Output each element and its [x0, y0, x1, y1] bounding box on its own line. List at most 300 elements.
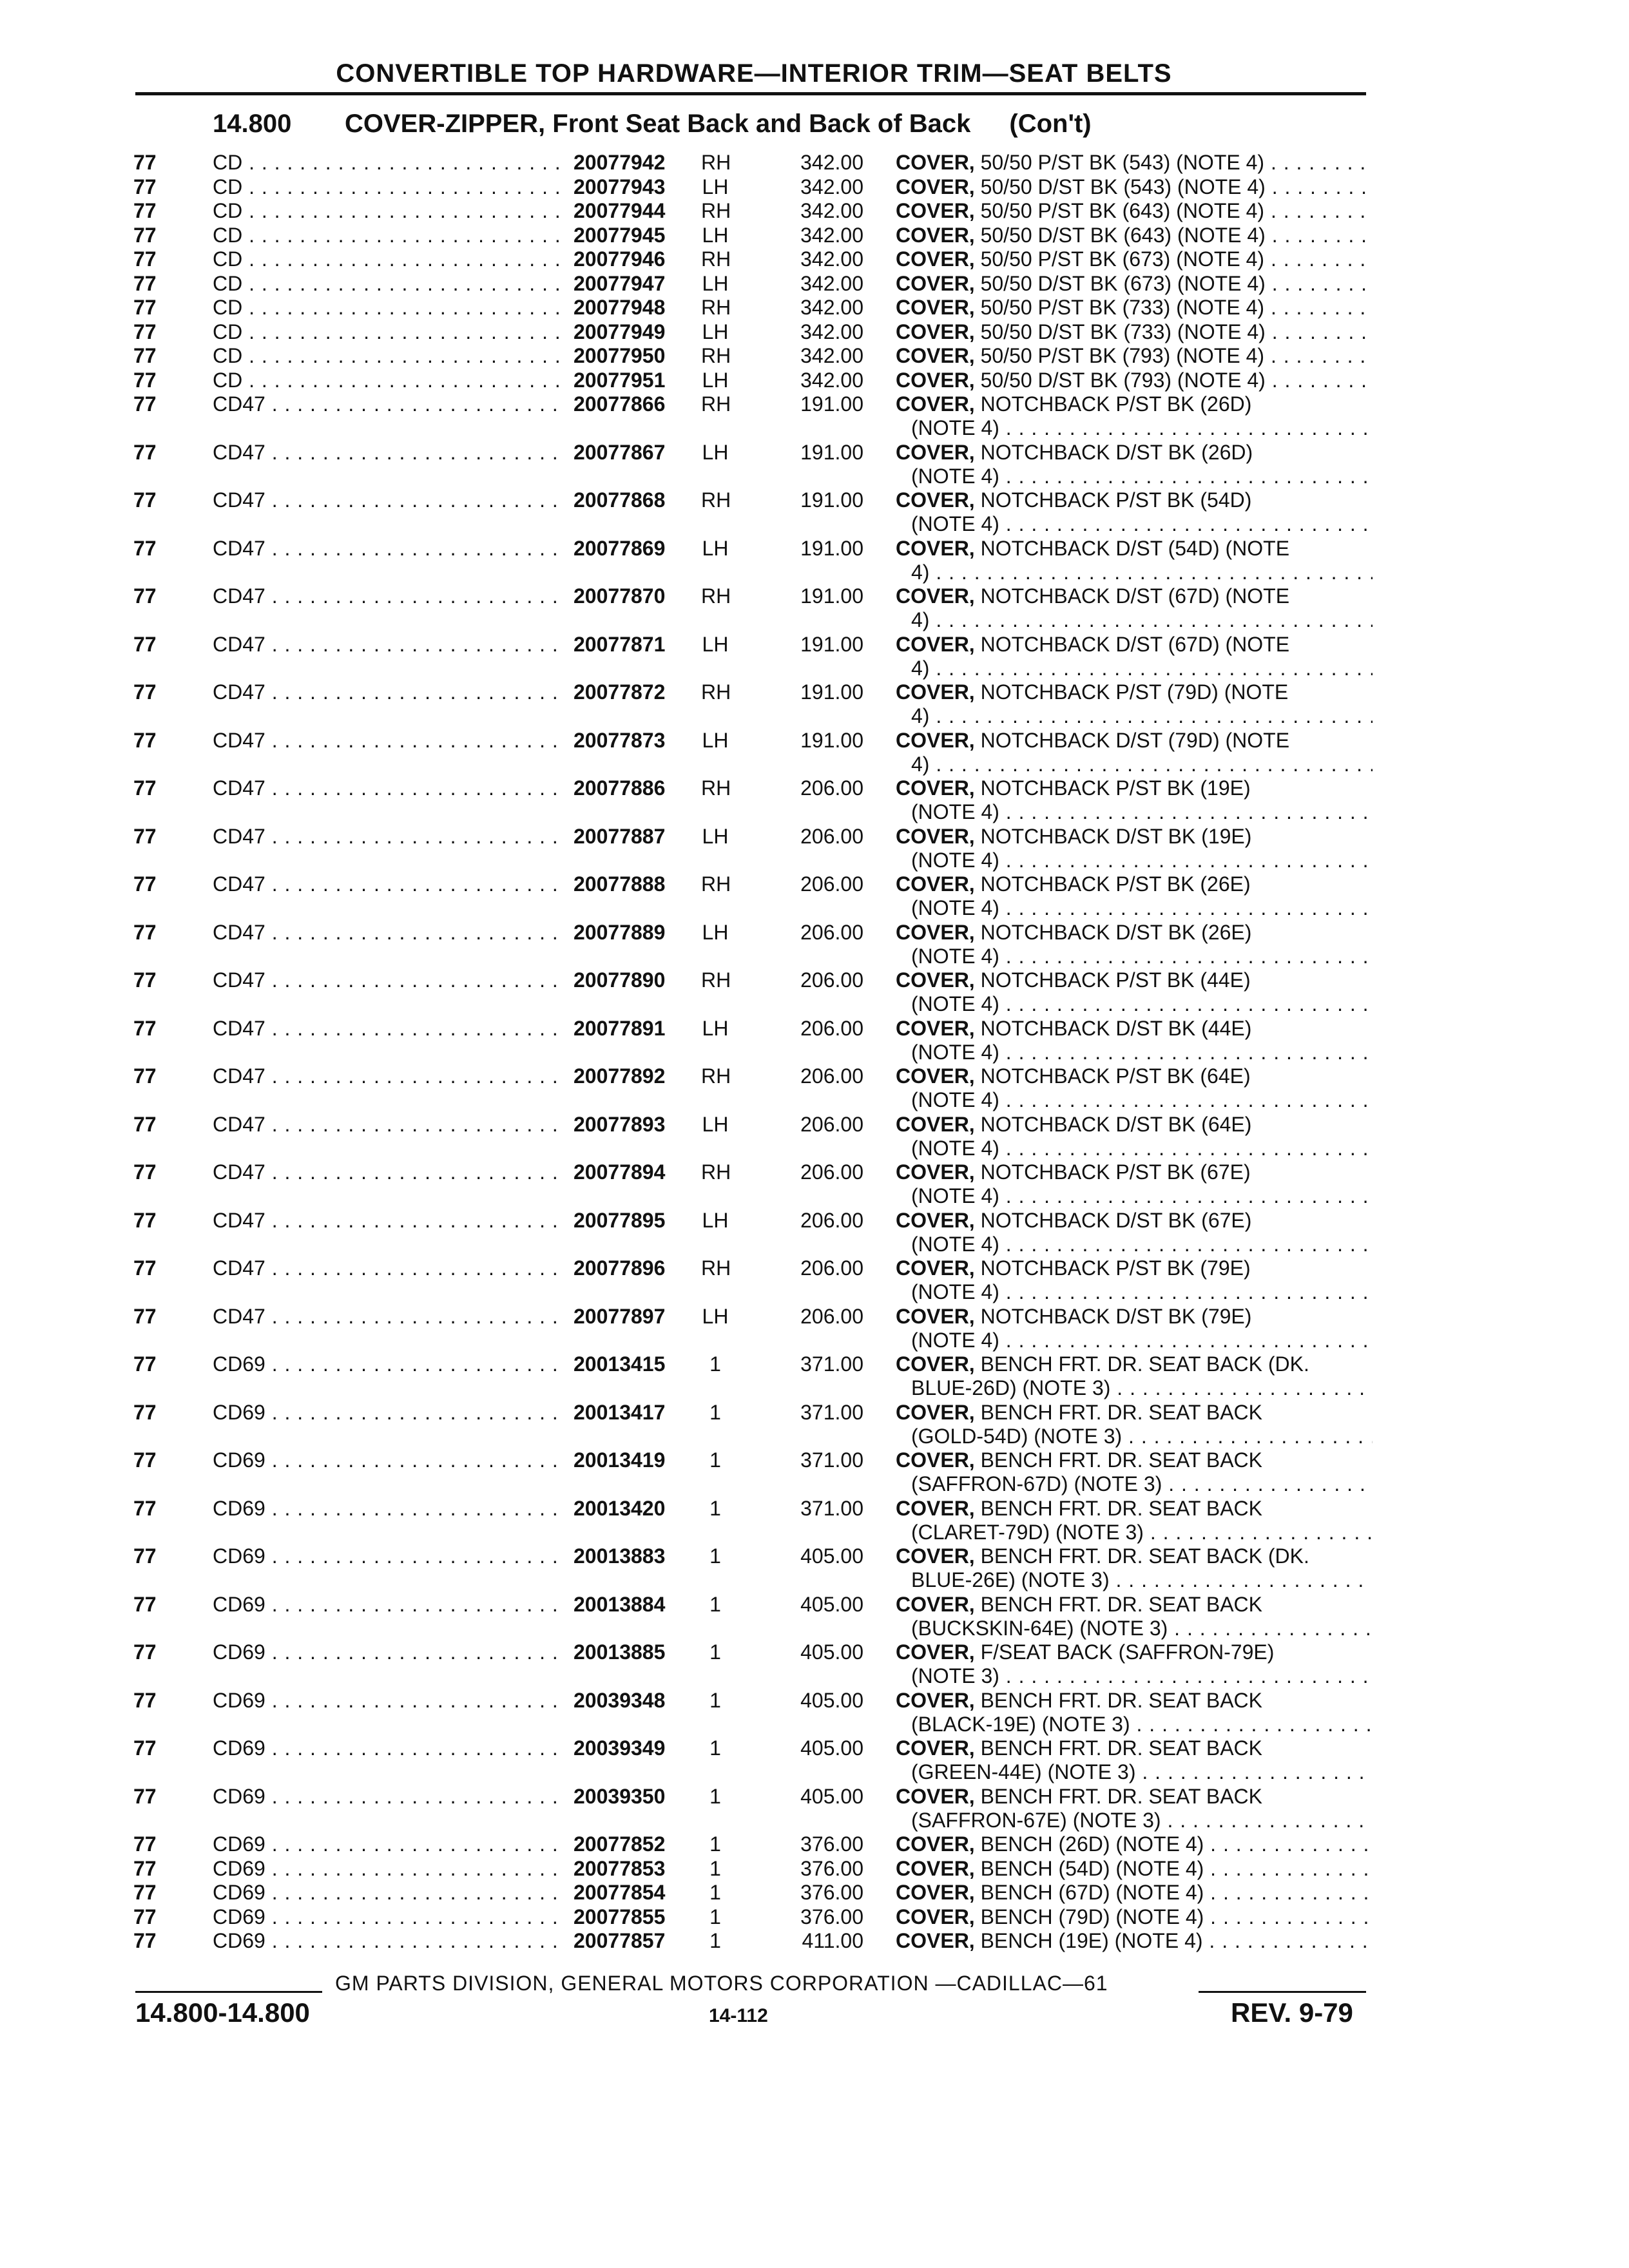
table-row: [0, 1497, 1629, 1545]
description-line: [896, 968, 1373, 992]
footer-rule-left: [135, 1991, 322, 1993]
quantity-cell: RH: [701, 151, 731, 174]
quantity-cell: LH: [702, 728, 729, 752]
description-keyword: COVER,: [896, 392, 975, 416]
footer-section-range: 14.800-14.800: [135, 1997, 310, 2028]
part-number-cell: 20077949: [574, 320, 666, 343]
description-text: BENCH FRT. DR. SEAT BACK: [980, 1448, 1262, 1472]
price-cell: 376.00: [800, 1832, 863, 1856]
part-number-cell: 20077867: [574, 440, 666, 464]
description-text: 50/50 D/ST BK (543) (NOTE 4): [980, 175, 1266, 198]
table-row: [0, 776, 1629, 825]
description-line: [896, 1017, 1373, 1041]
description-line: [896, 1497, 1373, 1521]
part-number-cell: 20077950: [574, 344, 666, 367]
description-continuation-text: (SAFFRON-67E) (NOTE 3): [911, 1808, 1161, 1832]
quantity-cell: RH: [701, 344, 731, 367]
description-keyword: COVER,: [896, 151, 975, 174]
description-line: [896, 224, 1373, 247]
quantity-cell: 1: [709, 1881, 721, 1904]
price-cell: 342.00: [800, 247, 863, 271]
part-number-cell: 20077947: [574, 271, 666, 295]
model-cell: CD47 . . .: [213, 729, 561, 753]
description-cell: [896, 776, 1373, 824]
description-line: [896, 1832, 1373, 1856]
price-cell: 206.00: [800, 1304, 863, 1328]
model-cell: CD69 . . .: [213, 1448, 561, 1472]
description-line: [896, 1857, 1373, 1881]
description-keyword: COVER,: [896, 271, 975, 295]
year-cell: 77: [133, 536, 157, 560]
part-number-cell: 20039350: [574, 1784, 666, 1808]
description-text: 50/50 P/ST BK (543) (NOTE 4): [980, 151, 1265, 174]
year-cell: 77: [133, 1905, 157, 1928]
part-number-cell: 20077852: [574, 1832, 666, 1856]
table-row: [0, 1017, 1629, 1065]
quantity-cell: 1: [709, 1905, 721, 1928]
part-number-cell: 20077866: [574, 392, 666, 416]
description-continuation-text: (NOTE 4): [911, 992, 999, 1015]
description-continuation: [896, 1568, 1373, 1592]
description-continuation-text: 4): [911, 752, 930, 776]
model-cell: CD47 . . .: [213, 441, 561, 465]
description-cell: [896, 1305, 1373, 1352]
table-row: [0, 1544, 1629, 1593]
quantity-cell: LH: [702, 1304, 729, 1328]
description-text: NOTCHBACK D/ST BK (19E): [980, 824, 1252, 848]
description-keyword: COVER,: [896, 296, 975, 319]
part-number-cell: 20039348: [574, 1688, 666, 1712]
description-text: NOTCHBACK D/ST (54D) (NOTE: [980, 536, 1290, 560]
year-cell: 77: [133, 1929, 157, 1952]
description-keyword: COVER,: [896, 1592, 975, 1616]
description-continuation: [896, 608, 1373, 632]
description-cell: [896, 1352, 1373, 1400]
description-text: 50/50 D/ST BK (793) (NOTE 4): [980, 368, 1266, 392]
year-cell: 77: [133, 776, 157, 800]
year-cell: 77: [133, 1160, 157, 1184]
year-cell: 77: [133, 271, 157, 295]
part-number-cell: 20077896: [574, 1256, 666, 1280]
description-cell: [896, 320, 1373, 344]
description-continuation: [896, 704, 1373, 728]
description-cell: [896, 272, 1373, 296]
quantity-cell: 1: [709, 1832, 721, 1856]
quantity-cell: RH: [701, 392, 731, 416]
description-text: BENCH (54D) (NOTE 4): [980, 1856, 1204, 1880]
year-cell: 77: [133, 392, 157, 416]
table-row: [0, 199, 1629, 224]
description-keyword: COVER,: [896, 175, 975, 198]
description-keyword: COVER,: [896, 1881, 975, 1904]
year-cell: 77: [133, 320, 157, 343]
year-cell: 77: [133, 1640, 157, 1664]
description-text: NOTCHBACK P/ST (79D) (NOTE: [980, 680, 1289, 704]
description-cell: [896, 296, 1373, 320]
part-number-cell: 20077945: [574, 223, 666, 247]
description-text: F/SEAT BACK (SAFFRON-79E): [980, 1640, 1275, 1664]
description-line: [896, 872, 1373, 896]
part-number-cell: 20013884: [574, 1592, 666, 1616]
year-cell: 77: [133, 632, 157, 656]
description-line: [896, 441, 1373, 465]
price-cell: 206.00: [800, 1160, 863, 1184]
table-row: [0, 344, 1629, 369]
description-keyword: COVER,: [896, 199, 975, 222]
part-number-cell: 20077943: [574, 175, 666, 198]
description-continuation-text: (GREEN-44E) (NOTE 3): [911, 1760, 1136, 1783]
year-cell: 77: [133, 175, 157, 198]
year-cell: 77: [133, 824, 157, 848]
description-line: [896, 1881, 1373, 1905]
description-line: [896, 344, 1373, 368]
description-line: [896, 1305, 1373, 1329]
description-continuation-text: (NOTE 4): [911, 1088, 999, 1111]
year-cell: 77: [133, 1736, 157, 1760]
model-cell: CD47 . . .: [213, 1209, 561, 1233]
description-keyword: COVER,: [896, 872, 975, 896]
quantity-cell: 1: [709, 1400, 721, 1424]
part-number-cell: 20077892: [574, 1064, 666, 1088]
table-row: [0, 224, 1629, 248]
price-cell: 371.00: [800, 1400, 863, 1424]
quantity-cell: RH: [701, 1064, 731, 1088]
table-row: [0, 441, 1629, 489]
part-number-cell: 20077855: [574, 1905, 666, 1928]
description-cell: [896, 1064, 1373, 1112]
description-line: [896, 1160, 1373, 1184]
description-text: NOTCHBACK P/ST BK (44E): [980, 968, 1251, 992]
description-line: [896, 1689, 1373, 1713]
description-text: NOTCHBACK P/ST BK (19E): [980, 776, 1251, 800]
model-cell: CD69 . . .: [213, 1736, 561, 1760]
description-text: NOTCHBACK D/ST BK (26D): [980, 440, 1253, 464]
description-continuation: [896, 1809, 1373, 1832]
description-cell: [896, 825, 1373, 872]
description-cell: [896, 1905, 1373, 1929]
description-text: BENCH FRT. DR. SEAT BACK: [980, 1592, 1262, 1616]
description-keyword: COVER,: [896, 968, 975, 992]
model-cell: CD47 . . .: [213, 392, 561, 416]
model-cell: CD47 . . .: [213, 633, 561, 657]
quantity-cell: 1: [709, 1929, 721, 1952]
description-cell: [896, 1689, 1373, 1736]
quantity-cell: LH: [702, 920, 729, 944]
year-cell: 77: [133, 296, 157, 319]
description-cell: [896, 392, 1373, 440]
description-cell: [896, 1640, 1373, 1688]
year-cell: 77: [133, 1352, 157, 1376]
table-row: [0, 1857, 1629, 1881]
description-cell: [896, 921, 1373, 968]
quantity-cell: LH: [702, 368, 729, 392]
description-keyword: COVER,: [896, 1160, 975, 1184]
description-text: NOTCHBACK D/ST BK (67E): [980, 1208, 1252, 1232]
description-cell: [896, 537, 1373, 584]
description-text: BENCH FRT. DR. SEAT BACK (DK.: [980, 1352, 1309, 1376]
description-keyword: COVER,: [896, 1496, 975, 1520]
price-cell: 191.00: [800, 584, 863, 608]
part-number-cell: 20077888: [574, 872, 666, 896]
description-continuation: [896, 1088, 1373, 1112]
description-text: BENCH FRT. DR. SEAT BACK: [980, 1688, 1262, 1712]
header-rule: [135, 92, 1366, 95]
description-cell: [896, 1113, 1373, 1160]
model-cell: CD47 . . .: [213, 1256, 561, 1280]
description-continuation-text: 4): [911, 608, 930, 631]
price-cell: 206.00: [800, 920, 863, 944]
year-cell: 77: [133, 488, 157, 512]
description-continuation: [896, 992, 1373, 1016]
description-continuation: [896, 1137, 1373, 1160]
description-text: BENCH FRT. DR. SEAT BACK (DK.: [980, 1544, 1309, 1568]
description-keyword: COVER,: [896, 1256, 975, 1280]
description-cell: [896, 247, 1373, 271]
part-number-cell: 20013883: [574, 1544, 666, 1568]
part-number-cell: 20077897: [574, 1304, 666, 1328]
price-cell: 342.00: [800, 271, 863, 295]
quantity-cell: RH: [701, 247, 731, 271]
table-row: [0, 1689, 1629, 1737]
price-cell: 405.00: [800, 1784, 863, 1808]
table-row: [0, 1160, 1629, 1209]
price-cell: 191.00: [800, 728, 863, 752]
description-continuation-text: (NOTE 4): [911, 1136, 999, 1160]
year-cell: 77: [133, 680, 157, 704]
description-cell: [896, 369, 1373, 392]
year-cell: 77: [133, 368, 157, 392]
description-continuation: [896, 561, 1373, 584]
price-cell: 191.00: [800, 680, 863, 704]
year-cell: 77: [133, 151, 157, 174]
description-keyword: COVER,: [896, 1856, 975, 1880]
description-line: [896, 199, 1373, 223]
table-row: [0, 1113, 1629, 1161]
description-keyword: COVER,: [896, 488, 975, 512]
part-number-cell: 20013419: [574, 1448, 666, 1472]
description-text: BENCH (19E) (NOTE 4): [980, 1929, 1203, 1952]
description-continuation: [896, 945, 1373, 968]
description-keyword: COVER,: [896, 776, 975, 800]
description-cell: [896, 729, 1373, 776]
table-row: [0, 1881, 1629, 1905]
description-line: [896, 1352, 1373, 1376]
table-row: [0, 729, 1629, 777]
quantity-cell: RH: [701, 199, 731, 222]
description-text: NOTCHBACK D/ST (67D) (NOTE: [980, 584, 1290, 608]
table-row: [0, 392, 1629, 441]
section-title: [213, 110, 1092, 139]
quantity-cell: LH: [702, 440, 729, 464]
description-continuation-text: (NOTE 4): [911, 1040, 999, 1064]
description-cell: [896, 584, 1373, 632]
model-cell: CD . . .: [213, 344, 561, 368]
description-keyword: COVER,: [896, 344, 975, 367]
price-cell: 206.00: [800, 824, 863, 848]
description-text: NOTCHBACK D/ST BK (26E): [980, 920, 1252, 944]
price-cell: 376.00: [800, 1905, 863, 1928]
price-cell: 371.00: [800, 1352, 863, 1376]
year-cell: 77: [133, 1400, 157, 1424]
description-line: [896, 1593, 1373, 1617]
part-number-cell: 20077887: [574, 824, 666, 848]
part-number-cell: 20077893: [574, 1112, 666, 1136]
description-cell: [896, 1448, 1373, 1496]
description-continuation-text: (BLACK-19E) (NOTE 3): [911, 1712, 1130, 1736]
table-row: [0, 680, 1629, 729]
part-number-cell: 20013417: [574, 1400, 666, 1424]
description-keyword: COVER,: [896, 1688, 975, 1712]
year-cell: 77: [133, 1881, 157, 1904]
description-keyword: COVER,: [896, 247, 975, 271]
year-cell: 77: [133, 1832, 157, 1856]
description-continuation-text: BLUE-26D) (NOTE 3): [911, 1376, 1111, 1399]
description-line: [896, 1929, 1373, 1953]
year-cell: 77: [133, 872, 157, 896]
model-cell: CD47 . . .: [213, 872, 561, 896]
description-text: NOTCHBACK D/ST BK (44E): [980, 1016, 1252, 1040]
model-cell: CD . . .: [213, 199, 561, 223]
description-cell: [896, 1929, 1373, 1953]
description-keyword: COVER,: [896, 368, 975, 392]
year-cell: 77: [133, 1592, 157, 1616]
part-number-cell: 20077854: [574, 1881, 666, 1904]
description-keyword: COVER,: [896, 680, 975, 704]
price-cell: 342.00: [800, 344, 863, 367]
description-cell: [896, 441, 1373, 488]
table-row: [0, 825, 1629, 873]
section-name: COVER-ZIPPER,: [345, 110, 546, 138]
quantity-cell: 1: [709, 1736, 721, 1760]
description-keyword: COVER,: [896, 1208, 975, 1232]
part-number-cell: 20077944: [574, 199, 666, 222]
model-cell: CD47 . . .: [213, 825, 561, 849]
description-cell: [896, 1593, 1373, 1640]
description-continuation-text: 4): [911, 560, 930, 584]
description-cell: [896, 968, 1373, 1016]
table-row: [0, 175, 1629, 200]
price-cell: 342.00: [800, 223, 863, 247]
description-cell: [896, 1497, 1373, 1544]
description-text: NOTCHBACK P/ST BK (64E): [980, 1064, 1251, 1088]
part-number-cell: 20077870: [574, 584, 666, 608]
year-cell: 77: [133, 1064, 157, 1088]
description-keyword: COVER,: [896, 1400, 975, 1424]
description-line: [896, 320, 1373, 344]
table-row: [0, 1256, 1629, 1305]
description-cell: [896, 1017, 1373, 1064]
quantity-cell: LH: [702, 1016, 729, 1040]
year-cell: 77: [133, 1112, 157, 1136]
description-line: [896, 729, 1373, 753]
price-cell: 376.00: [800, 1856, 863, 1880]
part-number-cell: 20077889: [574, 920, 666, 944]
description-text: BENCH FRT. DR. SEAT BACK: [980, 1400, 1262, 1424]
part-number-cell: 20077871: [574, 632, 666, 656]
description-cell: [896, 872, 1373, 920]
table-row: [0, 488, 1629, 537]
price-cell: 191.00: [800, 488, 863, 512]
description-continuation-text: (NOTE 4): [911, 464, 999, 488]
part-number-cell: 20077891: [574, 1016, 666, 1040]
description-continuation: [896, 657, 1373, 680]
model-cell: CD69 . . .: [213, 1544, 561, 1568]
part-number-cell: 20077894: [574, 1160, 666, 1184]
description-continuation-text: (BUCKSKIN-64E) (NOTE 3): [911, 1616, 1168, 1640]
table-row: [0, 247, 1629, 272]
description-continuation: [896, 753, 1373, 776]
price-cell: 376.00: [800, 1881, 863, 1904]
description-keyword: COVER,: [896, 1929, 975, 1952]
table-row: [0, 1448, 1629, 1497]
footer-page-number: 14-112: [709, 2005, 768, 2026]
part-number-cell: 20077853: [574, 1856, 666, 1880]
description-text: BENCH FRT. DR. SEAT BACK: [980, 1736, 1262, 1760]
quantity-cell: 1: [709, 1688, 721, 1712]
table-row: [0, 320, 1629, 345]
description-line: [896, 537, 1373, 561]
description-keyword: COVER,: [896, 1352, 975, 1376]
year-cell: 77: [133, 920, 157, 944]
description-continuation-text: 4): [911, 656, 930, 680]
description-cell: [896, 1544, 1373, 1592]
model-cell: CD47 . . .: [213, 488, 561, 512]
price-cell: 342.00: [800, 151, 863, 174]
model-cell: CD47 . . .: [213, 537, 561, 561]
quantity-cell: RH: [701, 1160, 731, 1184]
description-line: [896, 1736, 1373, 1760]
model-cell: CD . . .: [213, 151, 561, 175]
description-continuation-text: (NOTE 3): [911, 1664, 999, 1687]
description-text: 50/50 P/ST BK (733) (NOTE 4): [980, 296, 1265, 319]
description-cell: [896, 488, 1373, 536]
description-line: [896, 1785, 1373, 1809]
description-keyword: COVER,: [896, 920, 975, 944]
description-text: NOTCHBACK D/ST (67D) (NOTE: [980, 632, 1290, 656]
table-row: [0, 1905, 1629, 1930]
description-continuation-text: (NOTE 4): [911, 896, 999, 919]
table-row: [0, 1305, 1629, 1353]
part-number-cell: 20077872: [574, 680, 666, 704]
price-cell: 206.00: [800, 1064, 863, 1088]
table-row: [0, 369, 1629, 393]
quantity-cell: LH: [702, 223, 729, 247]
price-cell: 405.00: [800, 1688, 863, 1712]
page-header-title: CONVERTIBLE TOP HARDWARE—INTERIOR TRIM—SEAT BELTS: [336, 59, 1172, 88]
table-row: [0, 1785, 1629, 1833]
description-text: BENCH FRT. DR. SEAT BACK: [980, 1784, 1262, 1808]
description-text: BENCH (79D) (NOTE 4): [980, 1905, 1204, 1928]
model-cell: CD47 . . .: [213, 776, 561, 800]
table-row: [0, 1593, 1629, 1641]
description-line: [896, 1401, 1373, 1425]
part-number-cell: 20077869: [574, 536, 666, 560]
year-cell: 77: [133, 199, 157, 222]
description-continuation: [896, 1233, 1373, 1256]
description-line: [896, 776, 1373, 800]
description-cell: [896, 633, 1373, 680]
model-cell: CD69 . . .: [213, 1593, 561, 1617]
description-keyword: COVER,: [896, 632, 975, 656]
quantity-cell: 1: [709, 1592, 721, 1616]
price-cell: 206.00: [800, 872, 863, 896]
description-keyword: COVER,: [896, 1905, 975, 1928]
price-cell: 405.00: [800, 1592, 863, 1616]
model-cell: CD69 . . .: [213, 1881, 561, 1905]
description-continuation: [896, 512, 1373, 536]
model-cell: CD69 . . .: [213, 1785, 561, 1809]
description-continuation: [896, 1664, 1373, 1688]
